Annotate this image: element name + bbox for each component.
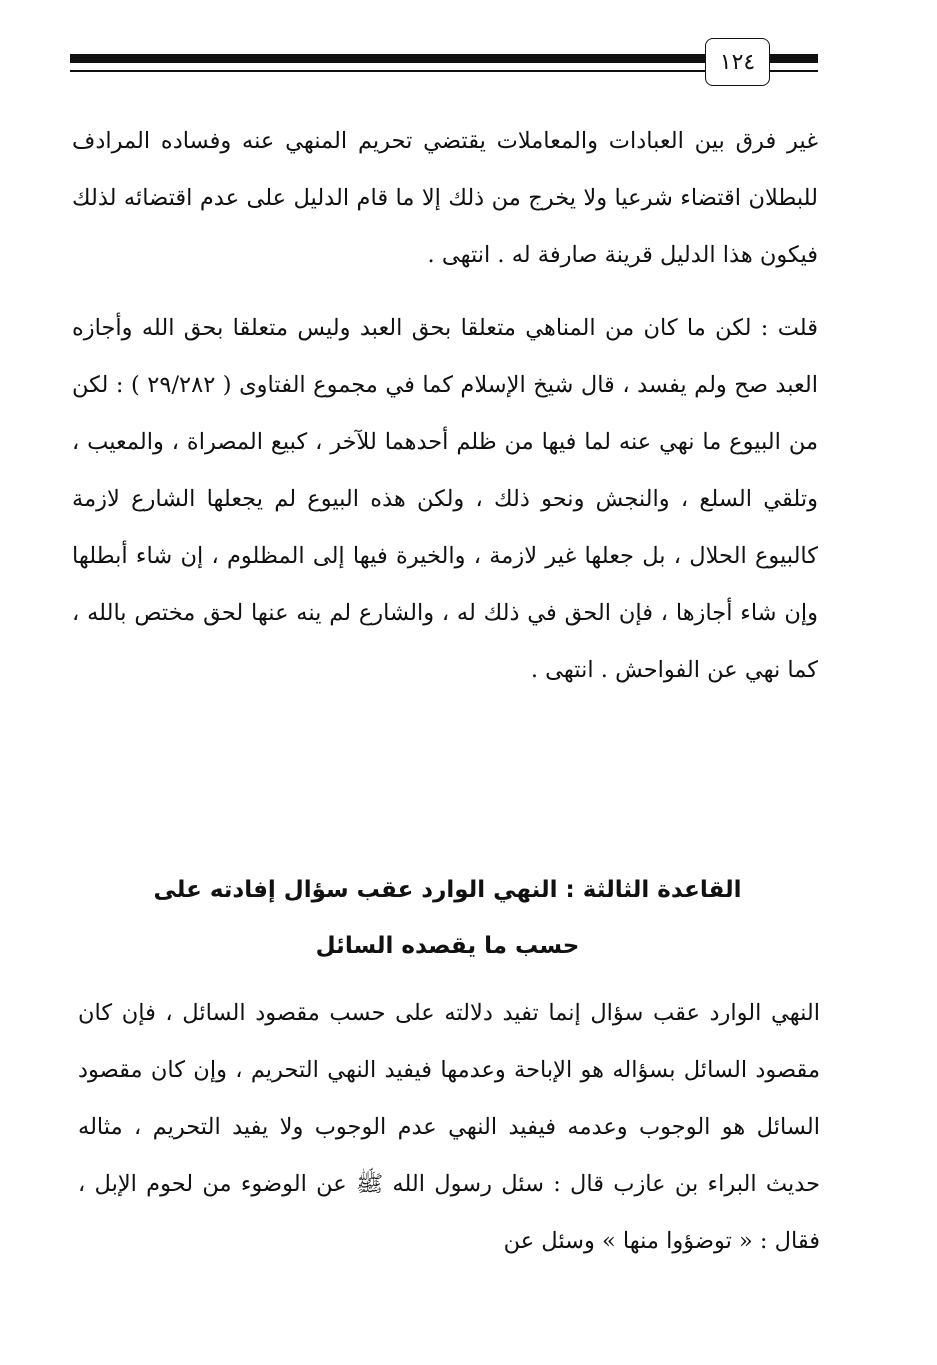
section-heading: القاعدة الثالثة : النهي الوارد عقب سؤال إفادته على حسب ما يقصده السائل: [153, 877, 742, 959]
paragraph-1: [72, 113, 818, 284]
header-rule-thin: [70, 70, 705, 72]
paragraph-2-text: قلت : لكن ما كان من المناهي متعلقا بحق العبد وليس متعلقا بحق الله وأجازه العبد صح ولم يفسد ، قال شيخ الإسلام كما في مجموع الفتاوى ( ٢٩/٢٨٢ ) : لكن من البيوع ما نهي عنه لما فيها من ظلم أحدهما للآخر ، كبيع المصراة ، والمعيب ، وتلقي السلع ، والنجش ونحو ذلك ، ولكن هذه البيوع لم يجعلها الشارع لازمة كالبيوع الحلال ، بل جعلها غير لازمة ، والخيرة فيها إلى المظلوم ، إن شاء أبطلها وإن شاء أجازها ، فإن الحق في ذلك له ، والشارع لم ينه عنها لحق مختص بالله ، كما نهي عن الفواحش . انتهى .: [72, 315, 818, 683]
header-rule-thick-right: [768, 54, 818, 63]
paragraph-1-text: غير فرق بين العبادات والمعاملات يقتضي تحريم المنهي عنه وفساده المرادف للبطلان اقتضاء شرعيا ولا يخرج من ذلك إلا ما قام الدليل على عدم اقتضائه لذلك فيكون هذا الدليل قرينة صارفة له . انتهى .: [72, 128, 818, 268]
paragraph-3-text: النهي الوارد عقب سؤال إنما تفيد دلالته على حسب مقصود السائل ، فإن كان مقصود السائل بسؤاله هو الإباحة وعدمها فيفيد النهي التحريم ، وإن كان مقصود السائل هو الوجوب وعدمه فيفيد النهي عدم الوجوب ولا يفيد التحريم ، مثاله حديث البراء بن عازب قال : سئل رسول الله ﷺ عن الوضوء من لحوم الإبل ، فقال : « توضؤوا منها » وسئل عن: [78, 1000, 820, 1254]
header-rule-thick: [70, 54, 705, 63]
paragraph-3: [78, 985, 820, 1270]
page-number: ١٢٤: [705, 38, 770, 86]
paragraph-2: [72, 300, 818, 699]
header-rule-thin-right: [768, 70, 818, 72]
